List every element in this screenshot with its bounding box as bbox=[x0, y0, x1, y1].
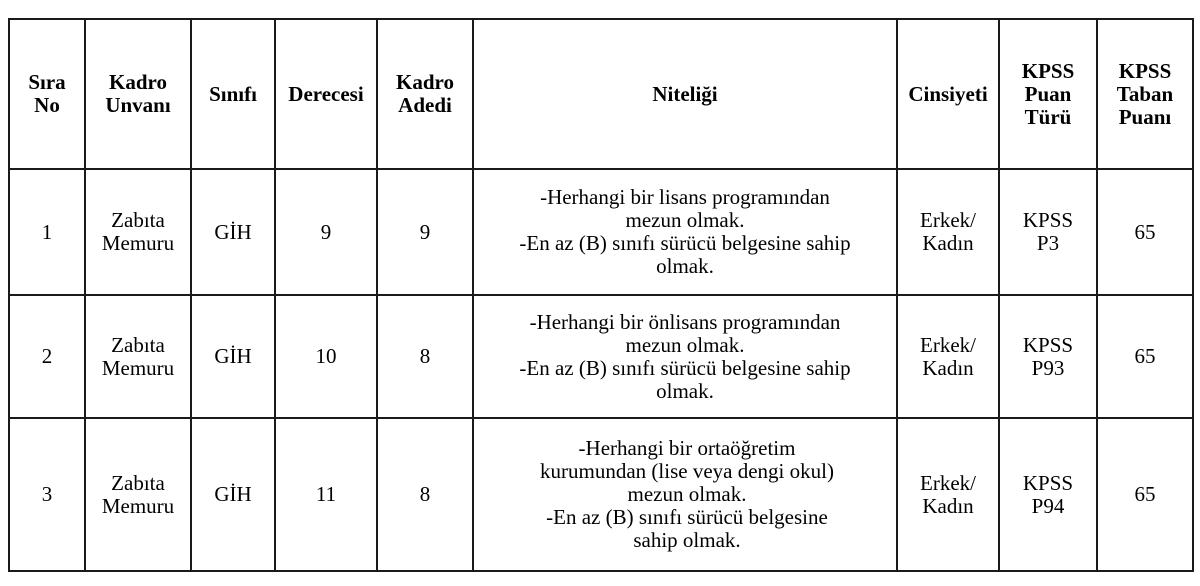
header-text: Derecesi bbox=[288, 81, 364, 106]
header-sinifi bbox=[191, 19, 275, 169]
cell-text: Zabıta bbox=[111, 332, 165, 357]
cell-sira-no: 1 bbox=[9, 169, 85, 295]
cell-adet: 8 bbox=[377, 418, 473, 571]
cell-nitelik bbox=[473, 418, 897, 571]
header-text: KPSS bbox=[1118, 58, 1172, 83]
nitelik-line: -Herhangi bir önlisans programından bbox=[529, 309, 841, 334]
cell-text: Kadın bbox=[922, 355, 974, 380]
header-text: Adedi bbox=[398, 93, 452, 117]
cell-text: Memuru bbox=[101, 231, 175, 255]
nitelik-line: -En az (B) sınıfı sürücü belgesine bbox=[546, 505, 828, 529]
cell-text: KPSS bbox=[1022, 470, 1074, 495]
table-row bbox=[9, 169, 1193, 295]
header-text: Unvanı bbox=[105, 93, 171, 117]
cell-text: Memuru bbox=[101, 493, 175, 518]
cell-sinif: GİH bbox=[191, 169, 275, 295]
cell-text: Memuru bbox=[101, 355, 175, 380]
cell-text: P94 bbox=[1031, 493, 1065, 518]
cell-taban-puan: 65 bbox=[1097, 169, 1193, 295]
nitelik-line: sahip olmak. bbox=[633, 528, 741, 552]
cell-text: P3 bbox=[1036, 231, 1060, 255]
table-row bbox=[9, 295, 1193, 418]
cell-text: KPSS bbox=[1022, 332, 1074, 357]
header-text: Sıra bbox=[28, 70, 66, 94]
header-text: Kadro bbox=[109, 70, 167, 94]
header-text: KPSS bbox=[1021, 58, 1075, 83]
cell-text: P93 bbox=[1031, 355, 1065, 380]
cell-cinsiyet bbox=[897, 169, 999, 295]
cell-unvan bbox=[85, 295, 191, 418]
header-niteligi bbox=[473, 19, 897, 169]
header-text: No bbox=[34, 93, 60, 117]
cell-derece: 10 bbox=[275, 295, 377, 418]
cell-nitelik bbox=[473, 295, 897, 418]
nitelik-line: olmak. bbox=[656, 254, 714, 278]
cell-text: Kadın bbox=[922, 231, 974, 255]
header-kpss-taban-puani bbox=[1097, 19, 1193, 169]
header-sira-no bbox=[9, 19, 85, 169]
header-text: Türü bbox=[1024, 104, 1072, 129]
cell-unvan bbox=[85, 169, 191, 295]
cell-cinsiyet bbox=[897, 418, 999, 571]
header-kadro-adedi bbox=[377, 19, 473, 169]
cell-taban-puan: 65 bbox=[1097, 418, 1193, 571]
cell-puan-turu bbox=[999, 295, 1097, 418]
header-text: Cinsiyeti bbox=[908, 81, 988, 106]
cell-adet: 9 bbox=[377, 169, 473, 295]
header-text: Puan bbox=[1024, 81, 1072, 106]
header-cinsiyeti bbox=[897, 19, 999, 169]
cell-cinsiyet bbox=[897, 295, 999, 418]
header-row bbox=[9, 19, 1193, 169]
header-text: Taban bbox=[1116, 81, 1174, 106]
cell-sinif: GİH bbox=[191, 295, 275, 418]
cell-text: Erkek/ bbox=[920, 208, 976, 232]
cell-text: KPSS bbox=[1022, 208, 1074, 232]
cell-text: Zabıta bbox=[111, 470, 165, 495]
cell-nitelik bbox=[473, 169, 897, 295]
header-kadro-unvani bbox=[85, 19, 191, 169]
cell-adet: 8 bbox=[377, 295, 473, 418]
nitelik-line: -En az (B) sınıfı sürücü belgesine sahip bbox=[519, 355, 851, 380]
cell-text: Kadın bbox=[922, 493, 974, 518]
header-text: Kadro bbox=[396, 70, 454, 94]
cell-puan-turu bbox=[999, 169, 1097, 295]
table-row bbox=[9, 418, 1193, 571]
cell-derece: 9 bbox=[275, 169, 377, 295]
nitelik-line: -Herhangi bir lisans programından bbox=[540, 185, 830, 209]
header-text: Niteliği bbox=[652, 81, 718, 106]
nitelik-line: -Herhangi bir ortaöğretim bbox=[578, 436, 796, 460]
nitelik-line: mezun olmak. bbox=[625, 208, 745, 232]
header-text: Sınıfı bbox=[209, 81, 257, 106]
header-text: Puanı bbox=[1118, 104, 1172, 129]
header-kpss-puan-turu bbox=[999, 19, 1097, 169]
cell-puan-turu bbox=[999, 418, 1097, 571]
nitelik-line: mezun olmak. bbox=[625, 332, 745, 357]
staff-position-table bbox=[8, 18, 1194, 572]
nitelik-line: kurumundan (lise veya dengi okul) bbox=[540, 459, 834, 483]
nitelik-line: -En az (B) sınıfı sürücü belgesine sahip bbox=[519, 231, 851, 255]
cell-text: Erkek/ bbox=[920, 470, 976, 495]
header-derecesi bbox=[275, 19, 377, 169]
cell-text: Zabıta bbox=[111, 208, 165, 232]
cell-taban-puan: 65 bbox=[1097, 295, 1193, 418]
nitelik-line: mezun olmak. bbox=[627, 482, 747, 506]
cell-sira-no: 3 bbox=[9, 418, 85, 571]
nitelik-line: olmak. bbox=[656, 378, 714, 403]
cell-unvan bbox=[85, 418, 191, 571]
cell-sinif: GİH bbox=[191, 418, 275, 571]
cell-text: Erkek/ bbox=[920, 332, 976, 357]
cell-derece: 11 bbox=[275, 418, 377, 571]
cell-sira-no: 2 bbox=[9, 295, 85, 418]
